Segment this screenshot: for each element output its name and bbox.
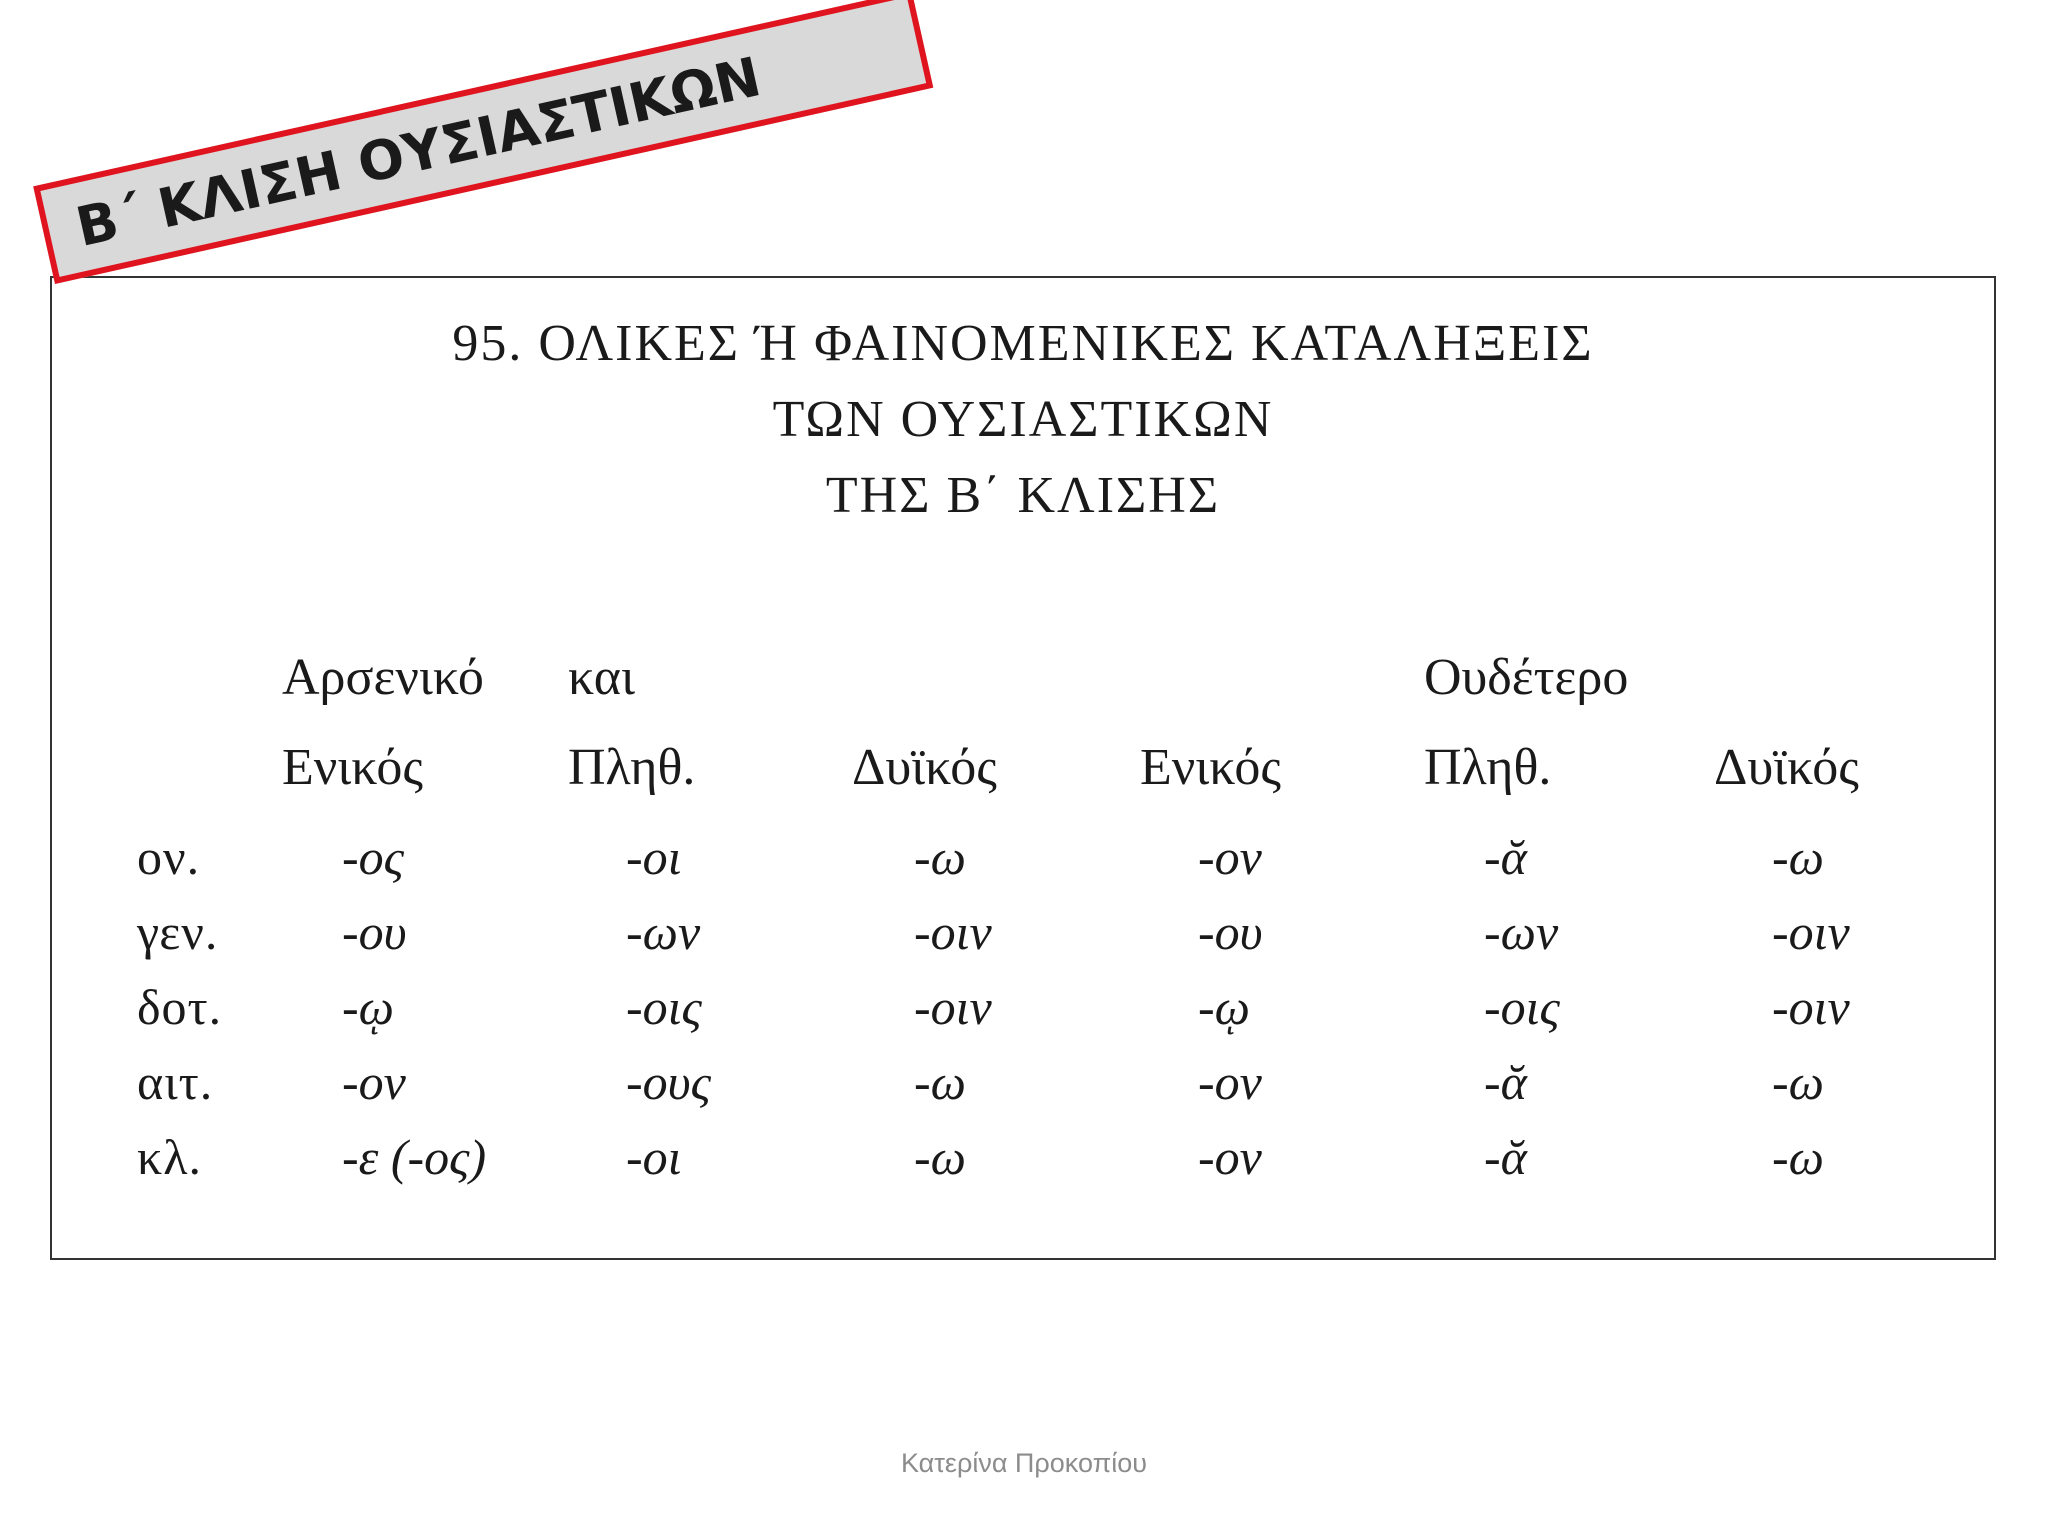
group-masc-fem: Αρσενικό [282, 649, 484, 706]
table-cell: -οι [626, 829, 682, 885]
group-neuter: Ουδέτερο [1424, 649, 1629, 706]
table-cell: -ους [626, 1054, 711, 1110]
row-label: κλ. [137, 1129, 202, 1185]
table-cell: -ῳ [342, 979, 394, 1035]
table-cell: -ου [342, 904, 407, 960]
table-cell: -ω [1772, 829, 1824, 885]
footer-author: Κατερίνα Προκοπίου [900, 1448, 1148, 1478]
table-cell: -ον [342, 1054, 406, 1110]
table-cell: -ου [1198, 904, 1263, 960]
table-cell: -ω [914, 1054, 966, 1110]
table-cell: -ᾰ [1484, 1129, 1527, 1185]
col-masc-singular: Ενικός [282, 739, 423, 796]
col-neut-singular: Ενικός [1140, 739, 1281, 796]
heading-line-3: ΤΗΣ Β΄ ΚΛΙΣΗΣ [825, 467, 1221, 524]
table-cell: -ω [1772, 1054, 1824, 1110]
group-and: και [568, 649, 635, 706]
table-cell: -ων [1484, 904, 1559, 960]
table-cell: -οι [626, 1129, 682, 1185]
table-cell: -ος [342, 829, 404, 885]
table-cell: -ων [626, 904, 701, 960]
table-cell: -ε (-ος) [342, 1129, 487, 1185]
table-cell: -ᾰ [1484, 829, 1527, 885]
col-masc-plural: Πληθ. [568, 739, 696, 796]
table-cell: -οιν [1772, 904, 1850, 960]
row-label: ον. [137, 829, 201, 885]
table-cell: -ον [1198, 829, 1262, 885]
table-cell: -ω [914, 829, 966, 885]
table-cell: -ῳ [1198, 979, 1250, 1035]
table-cell: -οιν [1772, 979, 1850, 1035]
table-cell: -οις [1484, 979, 1560, 1035]
table-cell: -ον [1198, 1054, 1262, 1110]
table-cell: -ον [1198, 1129, 1262, 1185]
table-cell: -ᾰ [1484, 1054, 1527, 1110]
table-cell: -ω [914, 1129, 966, 1185]
col-neut-dual: Δυϊκός [1714, 739, 1859, 796]
col-masc-dual: Δυϊκός [852, 739, 997, 796]
col-neut-plural: Πληθ. [1424, 739, 1552, 796]
row-label: αιτ. [137, 1054, 214, 1110]
heading-line-1: 95. ΟΛΙΚΕΣ Ή ΦΑΙΝΟΜΕΝΙΚΕΣ ΚΑΤΑΛΗΞΕΙΣ [452, 315, 1594, 372]
row-label: δοτ. [137, 979, 223, 1035]
row-label: γεν. [137, 904, 219, 960]
table-cell: -οιν [914, 904, 992, 960]
table-cell: -οιν [914, 979, 992, 1035]
title-banner [33, 0, 933, 284]
banner-title: Β΄ ΚΛΙΣΗ ΟΥΣΙΑΣΤΙΚΩΝ [70, 44, 767, 259]
table-cell: -ω [1772, 1129, 1824, 1185]
heading-line-2: ΤΩΝ ΟΥΣΙΑΣΤΙΚΩΝ [772, 391, 1274, 448]
declension-scan [50, 276, 1996, 1260]
table-cell: -οις [626, 979, 702, 1035]
